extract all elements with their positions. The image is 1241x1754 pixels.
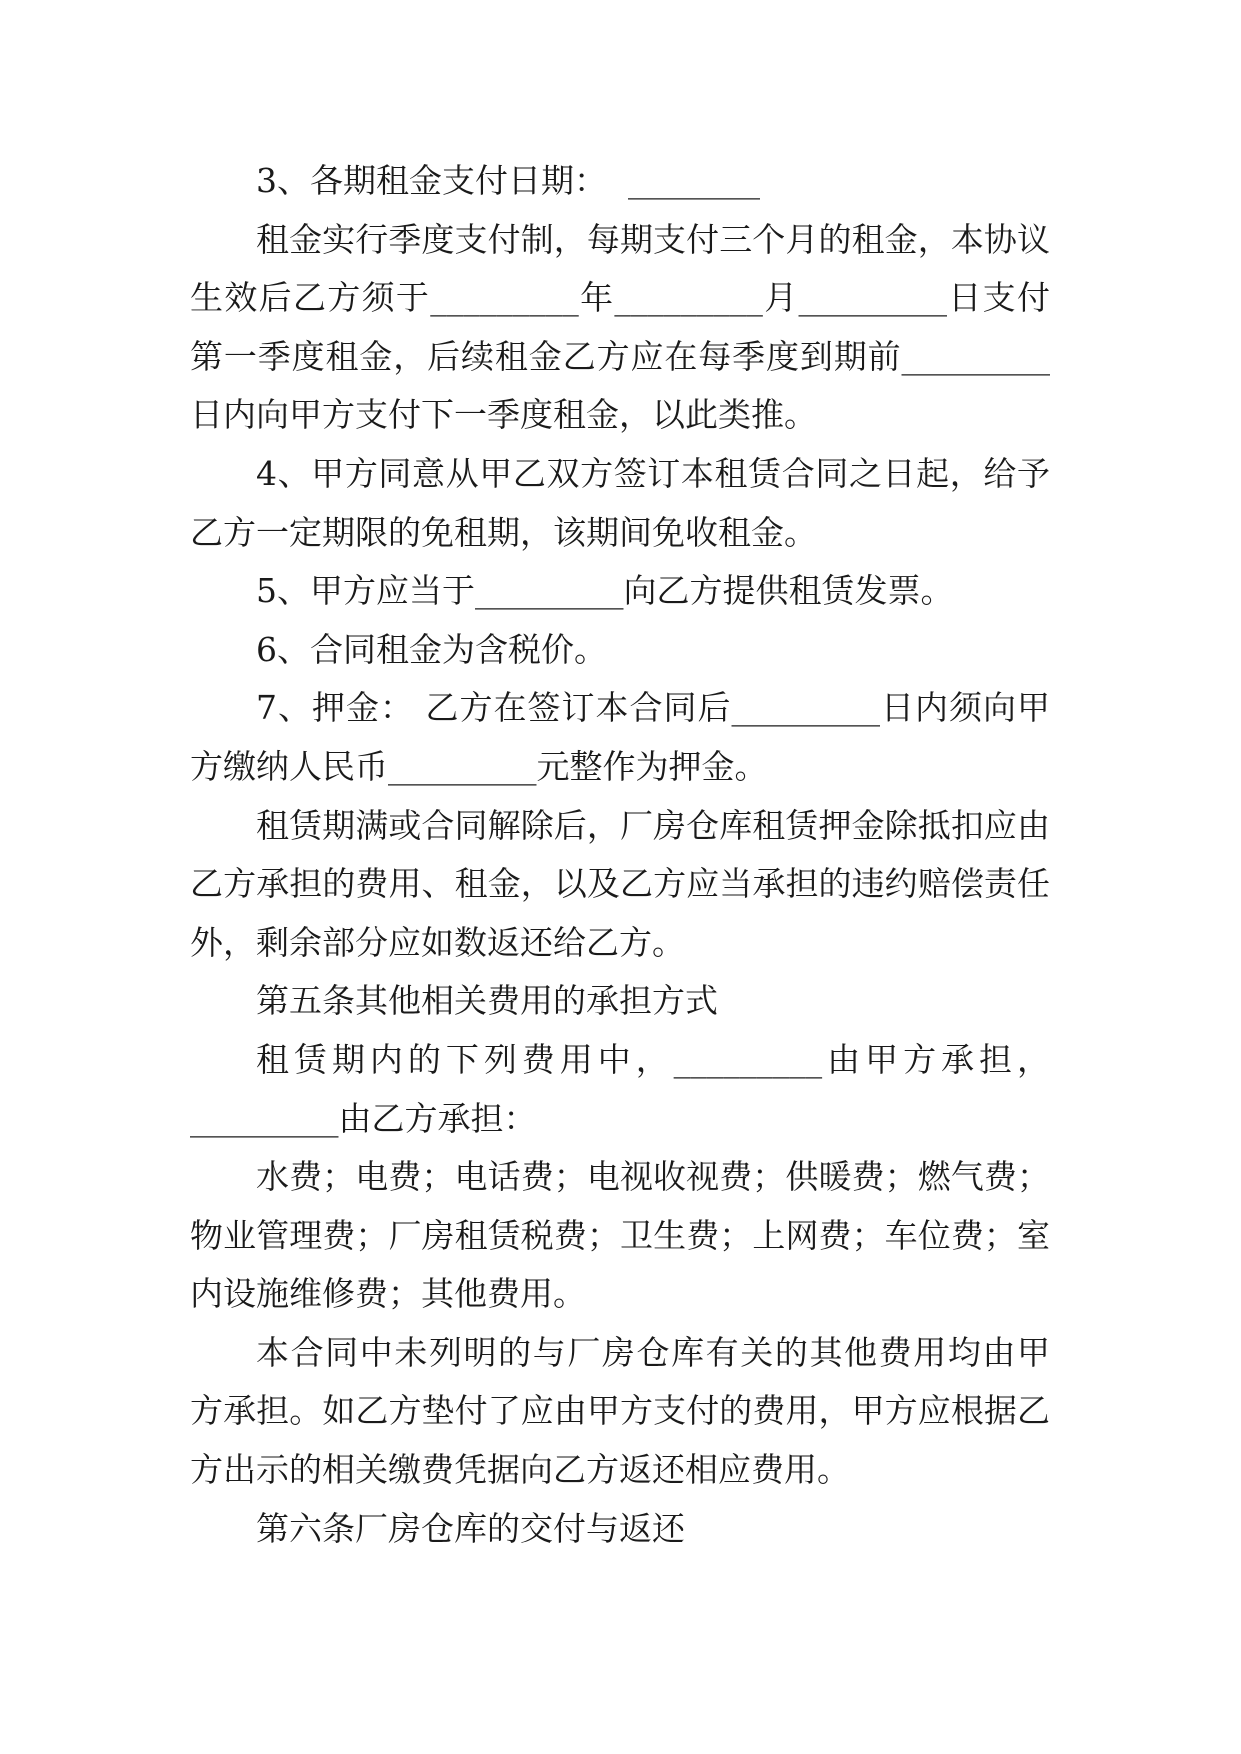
document-body xyxy=(190,152,1050,1558)
paragraph-rent-free-line-1: 4、甲方同意从甲乙双方签订本租赁合同之日起，给予 xyxy=(256,453,1050,493)
paragraph-tax-included: 6、合同租金为含税价。 xyxy=(256,629,607,669)
paragraph-other-fees-line-1: 本合同中未列明的与厂房仓库有关的其他费用均由甲 xyxy=(256,1332,1050,1372)
paragraph-fees-line-1: 租赁期内的下列费用中，_________由甲方承担， xyxy=(256,1039,1050,1079)
paragraph-fee-list-line-3: 内设施维修费；其他费用。 xyxy=(190,1274,586,1314)
paragraph-fee-list-line-2: 物业管理费；厂房租赁税费；卫生费；上网费；车位费；室 xyxy=(190,1215,1050,1255)
paragraph-deposit-line-2: 方缴纳人民币_________元整作为押金。 xyxy=(190,746,768,786)
paragraph-deposit-return-line-3: 外，剩余部分应如数返还给乙方。 xyxy=(190,922,685,962)
paragraph-deposit-line-1: 7、押金： 乙方在签订本合同后_________日内须向甲 xyxy=(256,688,1050,728)
paragraph-fees-line-2: _________由乙方承担： xyxy=(190,1098,537,1138)
paragraph-quarterly-rent-line-3: 第一季度租金，后续租金乙方应在每季度到期前_________ xyxy=(190,336,1050,376)
paragraph-other-fees-line-3: 方出示的相关缴费凭据向乙方返还相应费用。 xyxy=(190,1450,850,1490)
paragraph-quarterly-rent-line-4: 日内向甲方支付下一季度租金，以此类推。 xyxy=(190,395,817,435)
paragraph-quarterly-rent-line-2: 生效后乙方须于_________年_________月_________日支付 xyxy=(190,278,1050,318)
paragraph-rent-payment-date: 3、各期租金支付日期： ________ xyxy=(256,161,760,200)
heading-article-five: 第五条其他相关费用的承担方式 xyxy=(256,981,718,1021)
paragraph-invoice: 5、甲方应当于_________向乙方提供租赁发票。 xyxy=(256,571,954,611)
paragraph-rent-free-line-2: 乙方一定期限的免租期，该期间免收租金。 xyxy=(190,512,817,552)
heading-article-six: 第六条厂房仓库的交付与返还 xyxy=(256,1508,685,1548)
paragraph-other-fees-line-2: 方承担。如乙方垫付了应由甲方支付的费用，甲方应根据乙 xyxy=(190,1391,1050,1431)
paragraph-deposit-return-line-1: 租赁期满或合同解除后，厂房仓库租赁押金除抵扣应由 xyxy=(256,805,1050,845)
paragraph-quarterly-rent-line-1: 租金实行季度支付制，每期支付三个月的租金，本协议 xyxy=(256,219,1050,259)
paragraph-deposit-return-line-2: 乙方承担的费用、租金，以及乙方应当承担的违约赔偿责任 xyxy=(190,864,1050,904)
paragraph-fee-list-line-1: 水费；电费；电话费；电视收视费；供暖费；燃气费； xyxy=(256,1157,1050,1197)
